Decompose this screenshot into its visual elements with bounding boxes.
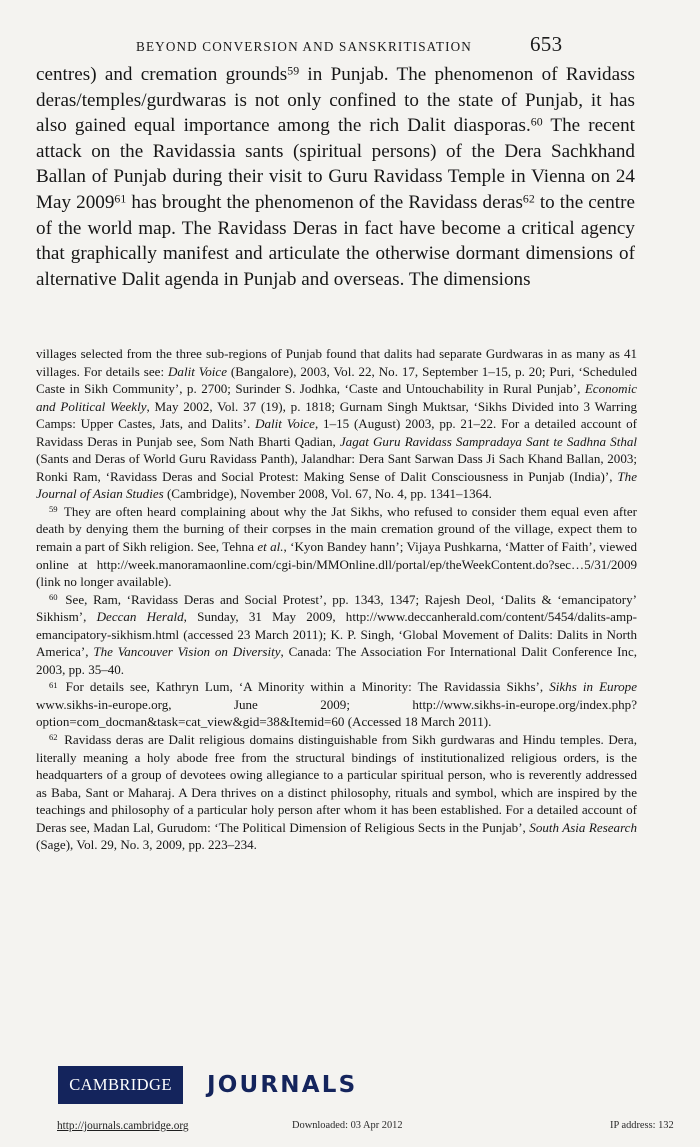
journals-wordmark: JOURNALS [207,1072,358,1098]
footnote-59: $^{59}$ They are often heard complaining about why the Jat Sikhs, who refused to consider them equal even after death by denying them the burning of their corpses in the main cremation ground of the village, expect them to remain a part of Sikh religion. See, Tehna et al., ‘Kyon Bandey hann’; Vijaya Pushkarna, ‘Matter of Faith’, viewed online at http://week.manoramaonline.com/cgi-bin/MMOnline.dll/portal/ep/theWeekContent.do?sec…5/31/2009 (link no longer available). [36,503,637,590]
footnote-ref-60[interactable]: 60 [530,114,543,129]
footnote-ref-59[interactable]: 59 [287,63,300,78]
footnote-62: $^{62}$ Ravidass deras are Dalit religious domains distinguishable from Sikh gurdwaras and Hindu temples. Dera, literally meaning a holy abode free from the structural bindings of institutionalized religious orders, is the headquarters of a group of devotees owing allegiance to a particular spiritual person, who is reverently addressed as Baba, Sant or Maharaj. A Dera thrives on a distinct philosophy, rituals and symbol, which are inspired by the teachings and philosophy of a particular holy person after whom it has been established. For a detailed account of Deras see, Madan Lal, Gurudom: ‘The Political Dimension of Religious Sects in the Punjab’, South Asia Research (Sage), Vol. 29, No. 3, 2009, pp. 223–234. [36,732,637,853]
footnote-number-59: 59 [49,504,58,515]
body-text [36,62,635,292]
footnote-ref-61[interactable]: 61 [114,191,127,206]
footnote-continuation: villages selected from the three sub-regions of Punjab found that dalits had separate Gurdwaras in as many as 41 villages. For details see: Dalit Voice (Bangalore), 2003, Vol. 22, No. 17, September 1–15, p. 20; Puri, ‘Scheduled Caste in Sikh Community’, p. 2700; Surinder S. Jodhka, ‘Caste and Untouchability in Rural Punjab’, Economic and Political Weekly, May 2002, Vol. 37 (19), p. 1818; Gurnam Singh Muktsar, ‘Sikhs Divided into 3 Warring Camps: Upper Castes, Jats, and Dalits’. Dalit Voice, 1–15 (August) 2003, pp. 21–22. For a detailed account of Ravidass Deras in Punjab see, Som Nath Bharti Qadian, Jagat Guru Ravidass Sampradaya Sant te Sadhna Sthal (Sants and Deras of World Guru Ravidass Panth), Jalandhar: Dera Sant Sarwan Dass Ji Sach Khand Ballan, 2003; Ronki Ram, ‘Ravidass Deras and Social Protest: Making Sense of Dalit Consciousness in Punjab (India)’, The Journal of Asian Studies (Cambridge), November 2008, Vol. 67, No. 4, pp. 1341–1364. [36,346,638,502]
running-head-title: BEYOND CONVERSION AND SANSKRITISATION [136,39,472,54]
cambridge-journals-logo [58,1066,357,1104]
journals-url-link[interactable]: http://journals.cambridge.org [57,1120,189,1132]
footnote-number-60: 60 [49,591,58,602]
footnote-60: $^{60}$ See, Ram, ‘Ravidass Deras and Social Protest’, pp. 1343, 1347; Rajesh Deol, ‘Dalits & ‘emancipatory’ Sikhism’, Deccan Herald, Sunday, 31 May 2009, http://www.deccanherald.com/content/5454/dalits-amp-emancipatory-sikhism.html (accessed 23 March 2011); K. P. Singh, ‘Global Movement of Dalits: Dalits in North America’, The Vancouver Vision on Diversity, Canada: The Association For International Dalit Conference Inc, 2003, pp. 35–40. [36,591,638,677]
footnote-ref-62[interactable]: 62 [522,191,535,206]
downloaded-date: Downloaded: 03 Apr 2012 [292,1120,403,1131]
ip-address: IP address: 132 [610,1120,674,1131]
footnotes-block [36,345,637,854]
footnote-61: $^{61}$ For details see, Kathryn Lum, ‘A Minority within a Minority: The Ravidassia Sikhs’, Sikhs in Europe www.sikhs-in-europe.org, June 2009; http://www.sikhs-in-europe.org/index.php?option=com_docman&task=cat_view&gid=38&Itemid=60 (Accessed 18 March 2011). [36,679,638,730]
footnote-number-61: 61 [49,679,58,690]
running-head [36,32,664,57]
cambridge-logo-mark: CAMBRIDGE [58,1066,183,1104]
footnote-number-62: 62 [49,732,58,743]
page-number: 653 [529,32,563,56]
download-info-bar [0,1118,700,1142]
body-paragraph: centres) and cremation grounds$^{59}$ in Punjab. The phenomenon of Ravidass deras/temples/gurdwaras is not only confined to the state of Punjab, it has also gained equal importance among the rich Dalit diasporas.$^{60}$ The recent attack on the Ravidassia sants (spiritual persons) of the Dera Sachkhand Ballan of Punjab during their visit to Guru Ravidass Temple in Vienna on 24 May 2009$^{61}$ has brought the phenomenon of the Ravidass deras$^{62}$ to the centre of the world map. The Ravidass Deras in fact have become a critical agency that graphically manifest and articulate the otherwise dormant dimensions of alternative Dalit agenda in Punjab and overseas. The dimensions [36,63,636,290]
